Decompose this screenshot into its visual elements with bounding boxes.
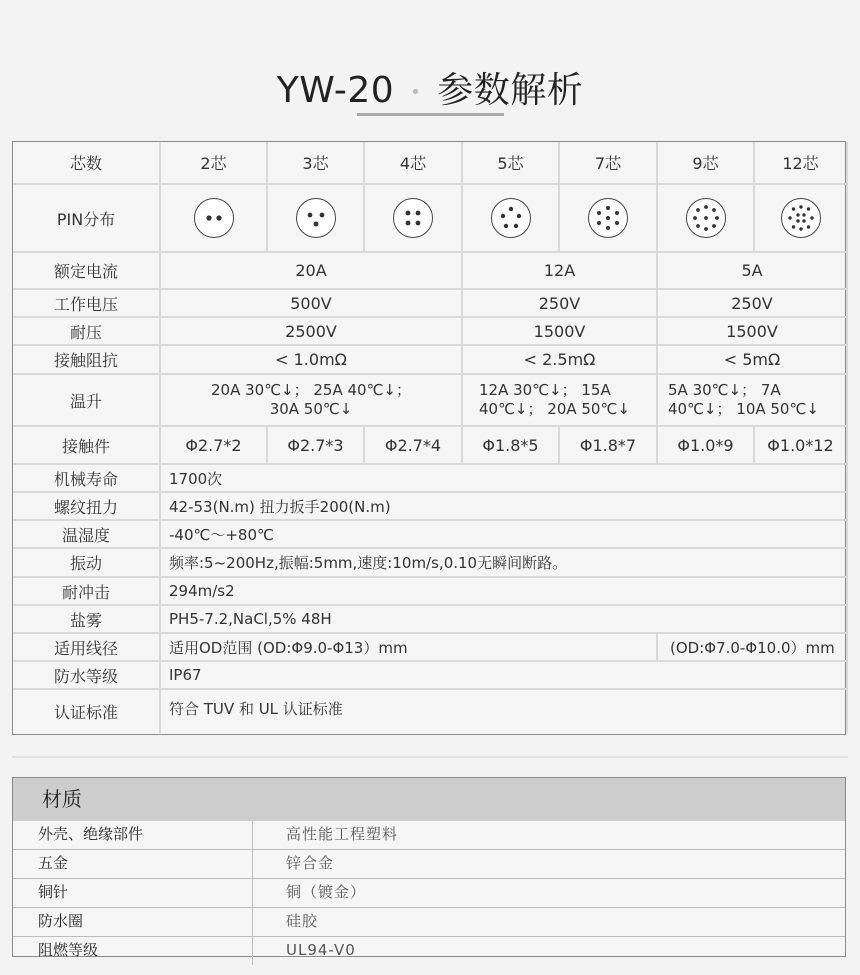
pin-4-icon <box>393 198 433 238</box>
row-contact <box>13 426 847 464</box>
core-col: 2芯 <box>160 142 267 184</box>
temp-rise-line: 20A 30℃↓； 25A 40℃↓； <box>210 381 411 399</box>
temp-humidity-value: -40℃～+80℃ <box>160 520 847 548</box>
resistance-value: < 5mΩ <box>657 345 847 374</box>
cert-value: 符合 TUV 和 UL 认证标准 <box>160 689 847 733</box>
temp-rise-value <box>160 374 462 426</box>
withstand-value: 1500V <box>462 317 657 345</box>
life-value: 1700次 <box>160 464 847 492</box>
contact-value: Φ1.8*7 <box>559 426 657 464</box>
current-value: 5A <box>657 252 847 289</box>
voltage-value: 500V <box>160 289 462 317</box>
core-col: 3芯 <box>267 142 364 184</box>
model-name: YW-20 <box>276 70 395 111</box>
temp-rise-line: 12A 30℃↓； 15A <box>479 381 611 399</box>
current-value: 20A <box>160 252 462 289</box>
material-row <box>13 908 845 937</box>
shock-value: 294m/s2 <box>160 577 847 605</box>
material-key: 五金 <box>13 850 253 878</box>
contact-value: Φ1.8*5 <box>462 426 559 464</box>
row-current <box>13 252 847 289</box>
contact-value: Φ1.0*12 <box>754 426 847 464</box>
row-withstand <box>13 317 847 345</box>
material-title: 材质 <box>13 778 845 821</box>
page-title <box>0 62 860 113</box>
row-torque <box>13 492 847 520</box>
temp-rise-value <box>657 374 847 426</box>
material-row <box>13 850 845 879</box>
pin-2-icon <box>194 198 234 238</box>
torque-label: 螺纹扭力 <box>13 492 160 520</box>
row-resistance <box>13 345 847 374</box>
current-label: 额定电流 <box>13 252 160 289</box>
core-col: 12芯 <box>754 142 847 184</box>
row-ip <box>13 661 847 689</box>
row-cores <box>13 142 847 184</box>
temp-rise-value <box>462 374 657 426</box>
row-shock <box>13 577 847 605</box>
material-value: UL94-V0 <box>286 941 356 959</box>
vibration-value: 频率:5~200Hz,振幅:5mm,速度:10m/s,0.10无瞬间断路。 <box>160 548 847 577</box>
contact-label: 接触件 <box>13 426 160 464</box>
temp-humidity-label: 温湿度 <box>13 520 160 548</box>
title-separator: • <box>410 81 422 103</box>
voltage-value: 250V <box>657 289 847 317</box>
withstand-label: 耐压 <box>13 317 160 345</box>
shock-label: 耐冲击 <box>13 577 160 605</box>
material-key: 外壳、绝缘部件 <box>13 821 253 849</box>
row-voltage <box>13 289 847 317</box>
cores-label: 芯数 <box>13 142 160 184</box>
contact-value: Φ2.7*3 <box>267 426 364 464</box>
material-row <box>13 879 845 908</box>
resistance-value: < 1.0mΩ <box>160 345 462 374</box>
pin-7-icon <box>588 198 628 238</box>
resistance-label: 接触阻抗 <box>13 345 160 374</box>
voltage-label: 工作电压 <box>13 289 160 317</box>
material-row <box>13 937 845 965</box>
row-cert <box>13 689 847 733</box>
core-col: 9芯 <box>657 142 754 184</box>
pin-9-icon <box>686 198 726 238</box>
material-key: 阻燃等级 <box>13 937 253 965</box>
pin-3-icon <box>296 198 336 238</box>
voltage-value: 250V <box>462 289 657 317</box>
row-life <box>13 464 847 492</box>
material-table <box>12 777 846 957</box>
contact-value: Φ1.0*9 <box>657 426 754 464</box>
core-col: 5芯 <box>462 142 559 184</box>
cert-label: 认证标准 <box>13 689 160 733</box>
pin-5-icon <box>491 198 531 238</box>
section-divider <box>12 756 848 758</box>
title-subtitle: 参数解析 <box>437 70 584 111</box>
pin-12-icon <box>781 198 821 238</box>
ip-label: 防水等级 <box>13 661 160 689</box>
current-value: 12A <box>462 252 657 289</box>
ip-value: IP67 <box>160 661 847 689</box>
cable-value-2: (OD:Φ7.0-Φ10.0）mm <box>657 633 847 661</box>
spec-table <box>12 141 846 735</box>
temp-rise-line: 40℃↓； 20A 50℃↓ <box>479 400 630 418</box>
temp-rise-line: 40℃↓； 10A 50℃↓ <box>668 400 819 418</box>
row-pins <box>13 184 847 252</box>
contact-value: Φ2.7*4 <box>364 426 462 464</box>
row-cable <box>13 633 847 661</box>
material-value: 高性能工程塑料 <box>286 825 399 843</box>
material-value: 锌合金 <box>286 854 335 872</box>
material-row <box>13 821 845 850</box>
temp-rise-line: 5A 30℃↓； 7A <box>668 381 781 399</box>
cable-value-1: 适用OD范围 (OD:Φ9.0-Φ13）mm <box>160 633 657 661</box>
row-temp-humidity <box>13 520 847 548</box>
contact-value: Φ2.7*2 <box>160 426 267 464</box>
row-temp-rise <box>13 374 847 426</box>
vibration-label: 振动 <box>13 548 160 577</box>
row-vibration <box>13 548 847 577</box>
material-key: 防水圈 <box>13 908 253 936</box>
salt-label: 盐雾 <box>13 605 160 633</box>
torque-value: 42-53(N.m) 扭力扳手200(N.m) <box>160 492 847 520</box>
material-value: 硅胶 <box>286 912 319 930</box>
row-salt <box>13 605 847 633</box>
core-col: 4芯 <box>364 142 462 184</box>
material-key: 铜针 <box>13 879 253 907</box>
core-col: 7芯 <box>559 142 657 184</box>
temp-rise-line: 30A 50℃↓ <box>269 400 353 418</box>
pin-label: PIN分布 <box>13 184 160 252</box>
withstand-value: 1500V <box>657 317 847 345</box>
withstand-value: 2500V <box>160 317 462 345</box>
temp-rise-label: 温升 <box>13 374 160 426</box>
cable-label: 适用线径 <box>13 633 160 661</box>
salt-value: PH5-7.2,NaCl,5% 48H <box>160 605 847 633</box>
title-underline <box>357 113 504 116</box>
life-label: 机械寿命 <box>13 464 160 492</box>
resistance-value: < 2.5mΩ <box>462 345 657 374</box>
material-value: 铜（镀金） <box>286 883 367 901</box>
